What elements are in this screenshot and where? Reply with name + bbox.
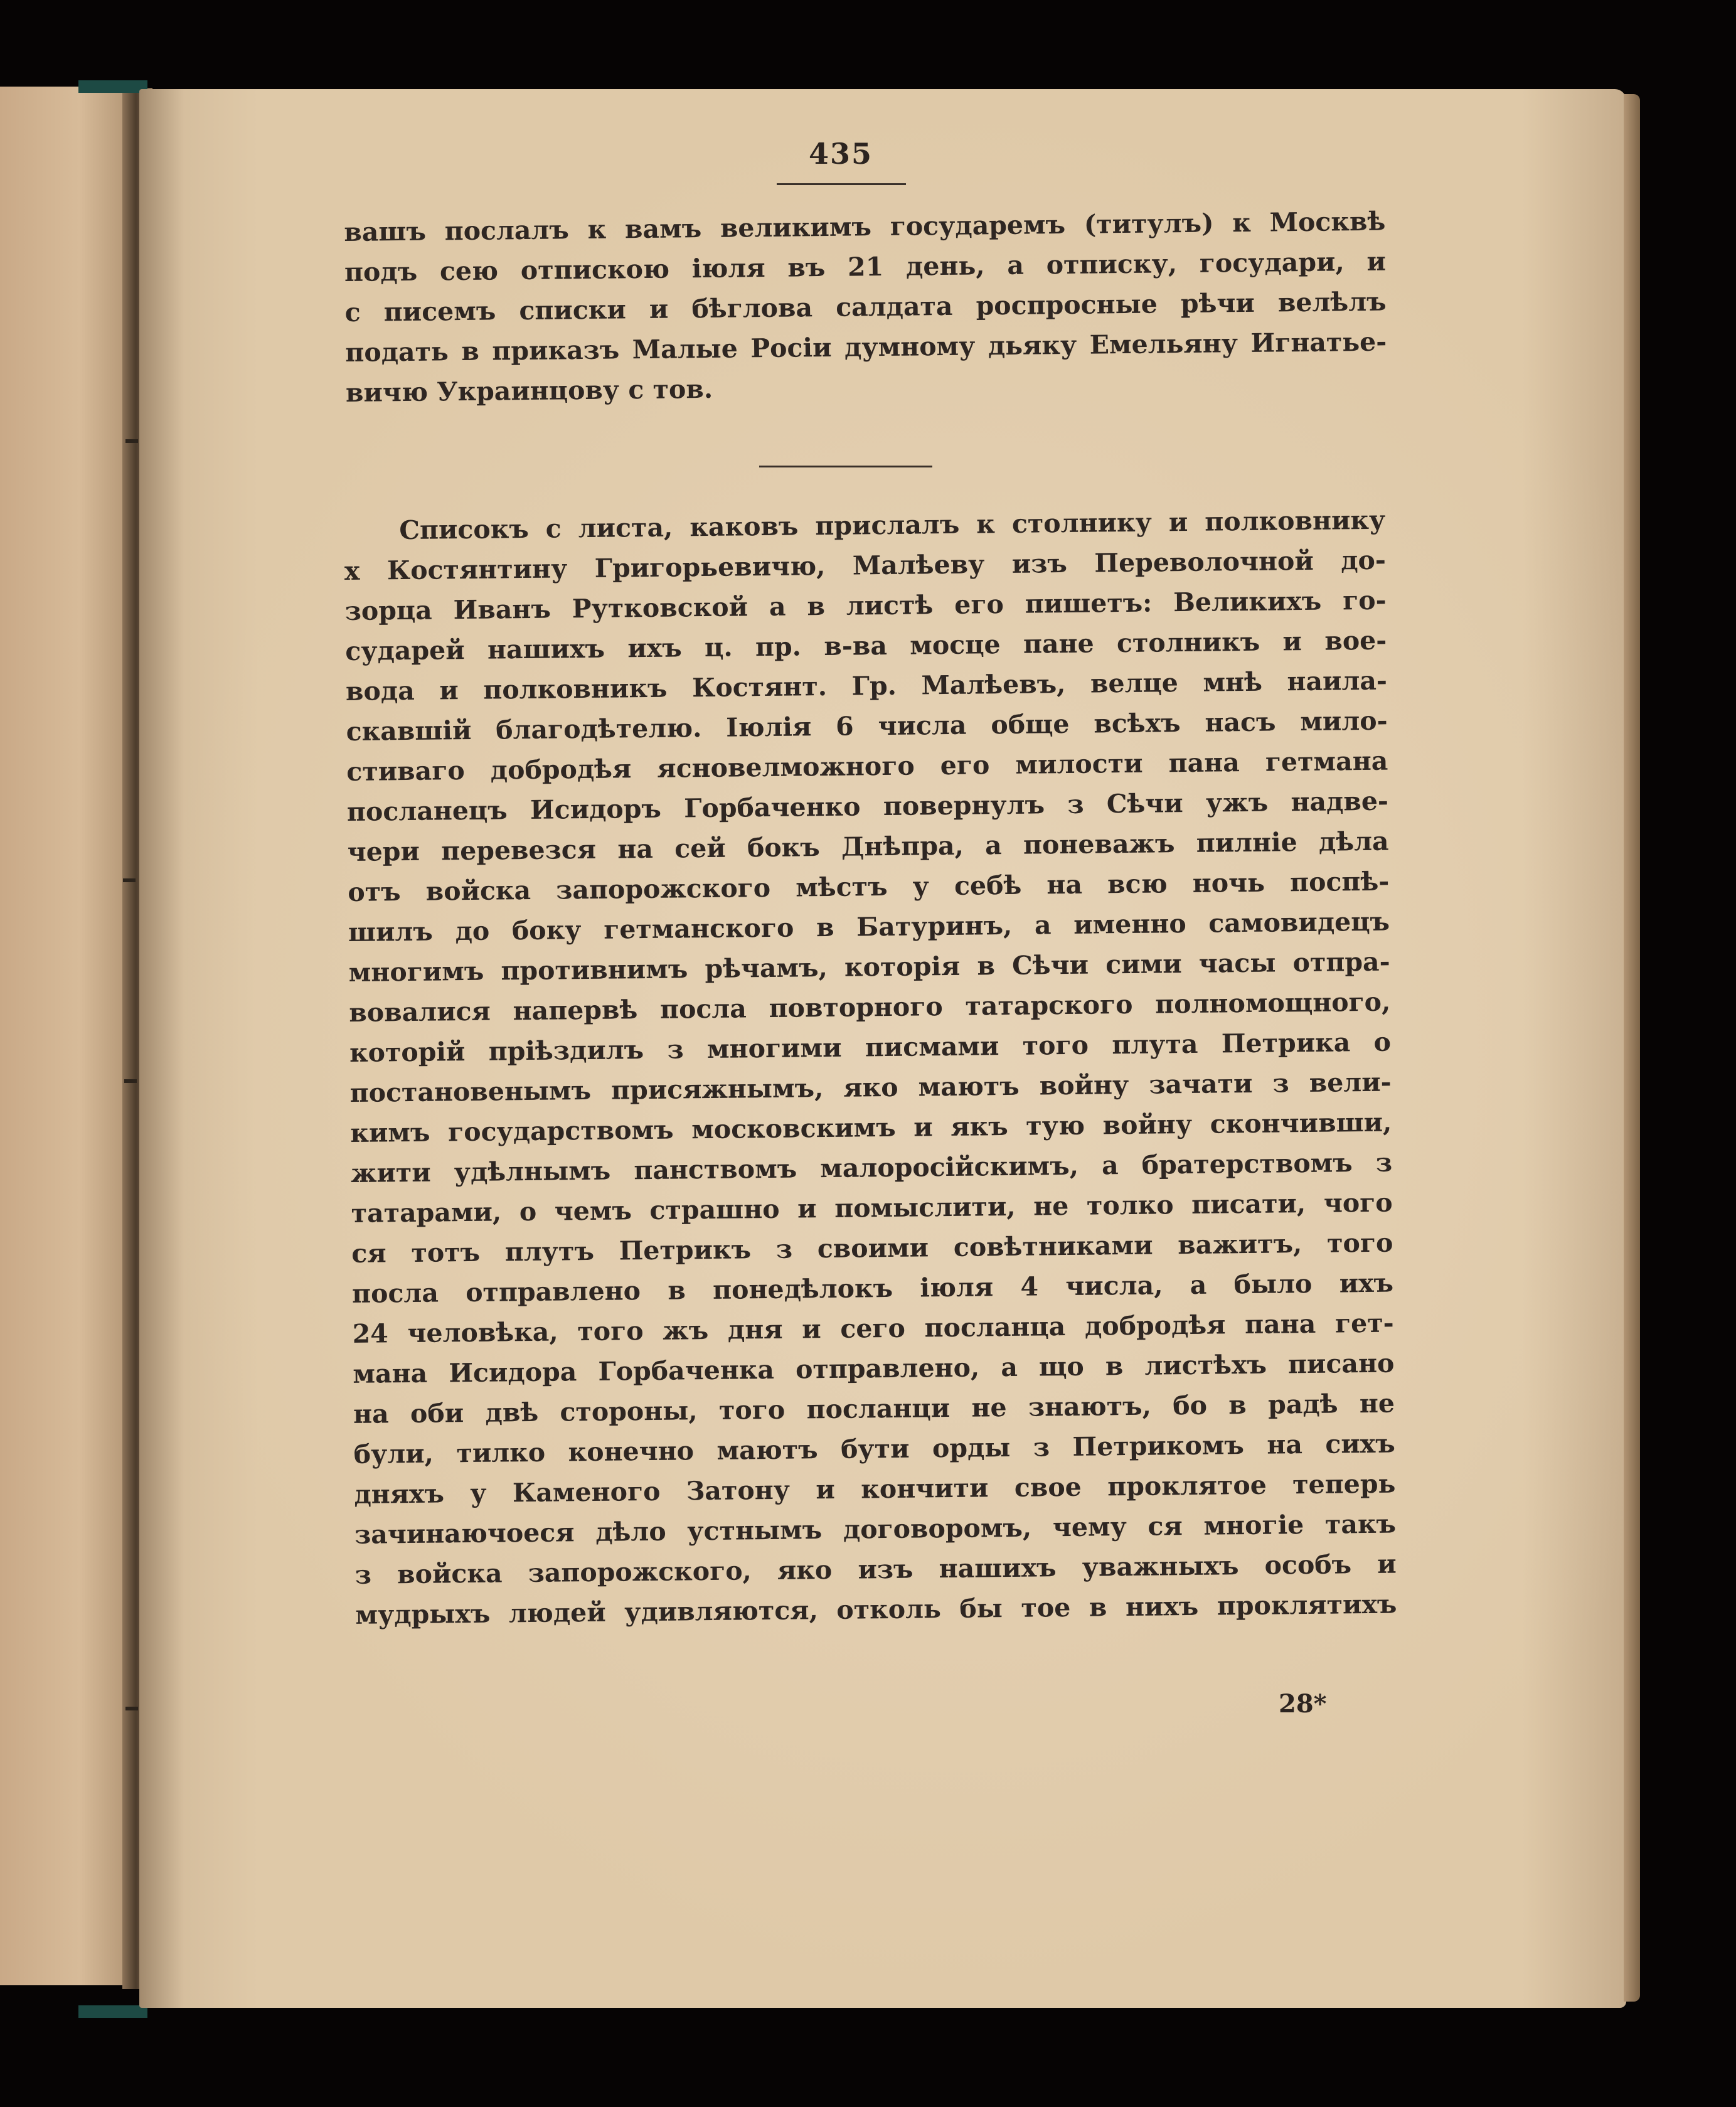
text-line: зорца Иванъ Рутковской а в листѣ его пишетъ: Великихъ го- xyxy=(344,585,1387,626)
text-line: вичю Украинцову с тов. xyxy=(345,373,713,408)
page-number: 435 xyxy=(808,137,873,171)
text-line: вашъ послалъ к вамъ великимъ государемъ (титулъ) к Москвѣ xyxy=(344,206,1386,247)
text-line: вовалися напервѣ посла повторного татарского полномощного, xyxy=(349,986,1391,1028)
text-line: стиваго добродѣя ясновелможного его милости пана гетмана xyxy=(346,745,1388,787)
text-line: с писемъ списки и бѣглова салдата роспросные рѣчи велѣлъ xyxy=(344,286,1387,328)
binding-stitch xyxy=(123,878,136,882)
text-line: вода и полковникъ Костянт. Гр. Малѣевъ, велце мнѣ наила- xyxy=(345,665,1388,707)
text-line: кимъ государствомъ московскимъ и якъ тую войну скончивши, xyxy=(350,1107,1392,1148)
text-line: сударей нашихъ ихъ ц. пр. в-ва мосце пане столникъ и вое- xyxy=(345,625,1387,666)
page-stack-edge xyxy=(1624,94,1640,2002)
text-line: многимъ противнимъ рѣчамъ, которія в Сѣчи сими часы отпра- xyxy=(348,946,1390,988)
binding-stitch xyxy=(125,1707,138,1710)
text-line: на оби двѣ стороны, того посланци не знаютъ, бо в радѣ не xyxy=(353,1388,1395,1429)
text-line: мана Исидора Горбаченка отправлено, а що в листѣхъ писано xyxy=(353,1348,1395,1389)
text-line: ся тотъ плутъ Петрикъ з своими совѣтниками важитъ, того xyxy=(351,1227,1393,1269)
text-line: постановенымъ присяжнымъ, яко маютъ войну зачати з вели- xyxy=(349,1067,1392,1108)
binding-thread-top xyxy=(78,80,147,93)
text-line: подъ сею отпискою іюля въ 21 день, а отписку, государи, и xyxy=(344,246,1387,287)
binding-stitch xyxy=(125,439,138,443)
binding-thread-bottom xyxy=(78,2005,147,2018)
binding-stitch xyxy=(124,1079,137,1083)
text-line: татарами, о чемъ страшно и помыслити, не толко писати, чого xyxy=(351,1187,1393,1229)
paragraph-top xyxy=(344,201,1387,413)
text-line: скавшій благодѣтелю. Іюлія 6 числа обще всѣхъ насъ мило- xyxy=(346,705,1388,747)
text-line: подать в приказъ Малые Росіи думному дьяку Емельяну Игнатье- xyxy=(345,326,1387,368)
paragraph-main xyxy=(344,500,1397,1635)
text-line: отъ войска запорожского мѣстъ у себѣ на всю ночь поспѣ- xyxy=(348,866,1390,907)
text-line: зачинаючоеся дѣло устнымъ договоромъ, чему ся многіе такъ xyxy=(354,1508,1397,1550)
signature-mark: 28* xyxy=(1279,1689,1327,1719)
text-line: мудрыхъ людей удивляются, отколь бы тое в нихъ проклятихъ xyxy=(355,1589,1397,1630)
text-line: були, тилко конечно маютъ бути орды з Петрикомъ на сихъ xyxy=(353,1428,1395,1470)
text-line: дняхъ у Каменого Затону и кончити свое проклятое теперь xyxy=(354,1468,1396,1510)
text-line: посланецъ Исидоръ Горбаченко повернулъ з Сѣчи ужъ надве- xyxy=(346,786,1389,827)
text-line: которій пріѣздилъ з многими писмами того плута Петрика о xyxy=(349,1027,1392,1068)
page-number-rule xyxy=(777,183,906,185)
text-line: жити удѣлнымъ панствомъ малоросійскимъ, а братерствомъ з xyxy=(350,1147,1393,1188)
text-line: х Костянтину Григорьевичю, Малѣеву изъ Переволочной до- xyxy=(344,545,1387,586)
text-line: посла отправлено в понедѣлокъ іюля 4 числа, а было ихъ xyxy=(351,1267,1394,1309)
text-line: шилъ до боку гетманского в Батуринъ, а именно самовидецъ xyxy=(348,906,1390,947)
text-line: 24 человѣка, того жъ дня и сего посланца добродѣя пана гет- xyxy=(352,1308,1394,1349)
text-line: Списокъ с листа, каковъ прислалъ к столнику и полковнику xyxy=(399,504,1386,546)
text-line: з войска запорожского, яко изъ нашихъ уважныхъ особъ и xyxy=(354,1549,1397,1590)
text-line: чери перевезся на сей бокъ Днѣпра, а поневажъ пилніе дѣла xyxy=(347,826,1389,867)
section-divider xyxy=(759,466,932,467)
